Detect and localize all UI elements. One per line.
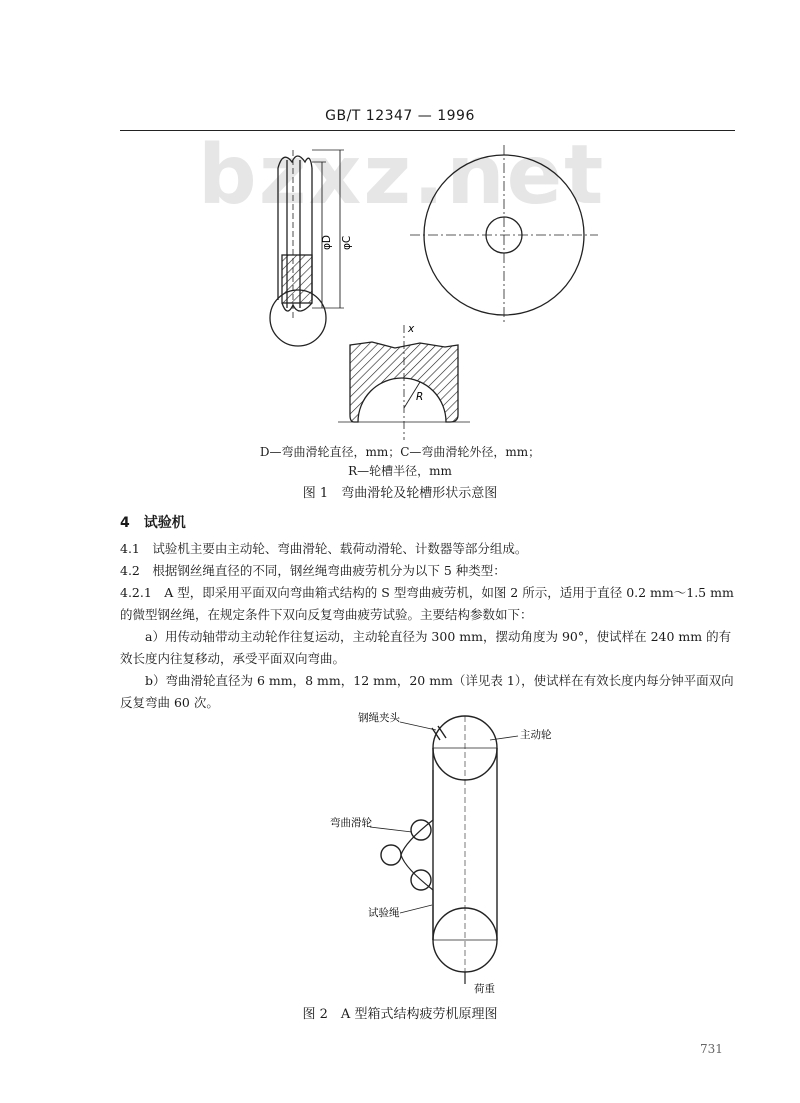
page-number: 731 (700, 1042, 723, 1056)
radius-label: R (416, 391, 424, 403)
paragraph-4-2: 4.2 根据钢丝绳直径的不同，钢丝绳弯曲疲劳机分为以下 5 种类型： (120, 563, 506, 578)
paragraph-4-2-1: 4.2.1 A 型，即采用平面双向弯曲箱式结构的 S 型弯曲疲劳机，如图 2 所示，适用于直径 0.2 mm～1.5 mm的微型钢丝绳，在规定条件下双向反复弯曲疲劳试验。主要结构参数如下： (120, 585, 734, 622)
standard-header: GB/T 12347 — 1996 (325, 108, 475, 124)
watermark: bzxz.net (198, 128, 606, 223)
label-drive-wheel: 主动轮 (520, 729, 552, 741)
dim-c-label: φC (341, 235, 353, 250)
paragraph-a: a）用传动轴带动主动轮作往复运动，主动轮直径为 300 mm，摆动角度为 90°，使试样在 240 mm 的有效长度内往复移动，承受平面双向弯曲。 (120, 629, 732, 666)
paragraph-4-1: 4.1 试验机主要由主动轮、弯曲滑轮、载荷动滑轮、计数器等部分组成。 (120, 541, 528, 556)
section-heading: 4 试验机 (120, 515, 186, 531)
figure1-legend-line2: R—轮槽半径，mm (348, 464, 452, 478)
figure1-title: 图 1 弯曲滑轮及轮槽形状示意图 (302, 486, 498, 501)
figure2-title: 图 2 A 型箱式结构疲劳机原理图 (302, 1007, 498, 1022)
label-load: 荷重 (474, 983, 495, 995)
dim-d-label: φD (321, 234, 333, 250)
figure1-legend-line1: D—弯曲滑轮直径，mm；C—弯曲滑轮外径，mm； (259, 445, 541, 459)
paragraph-b: b）弯曲滑轮直径为 6 mm，8 mm，12 mm，20 mm（详见表 1），使试样在有效长度内每分钟平面双向反复弯曲 60 次。 (120, 673, 734, 710)
groove-detail (338, 325, 470, 440)
bending-pulley-middle (381, 845, 401, 865)
label-clamp: 钢绳夹头 (358, 712, 400, 724)
axis-x-label: x (408, 323, 415, 335)
figure1-drawing (0, 0, 800, 460)
figure2-drawing (0, 700, 800, 1010)
label-test-rope: 试验绳 (368, 907, 400, 919)
pulley-front-view (410, 145, 598, 325)
label-bending-pulley: 弯曲滑轮 (330, 817, 372, 829)
